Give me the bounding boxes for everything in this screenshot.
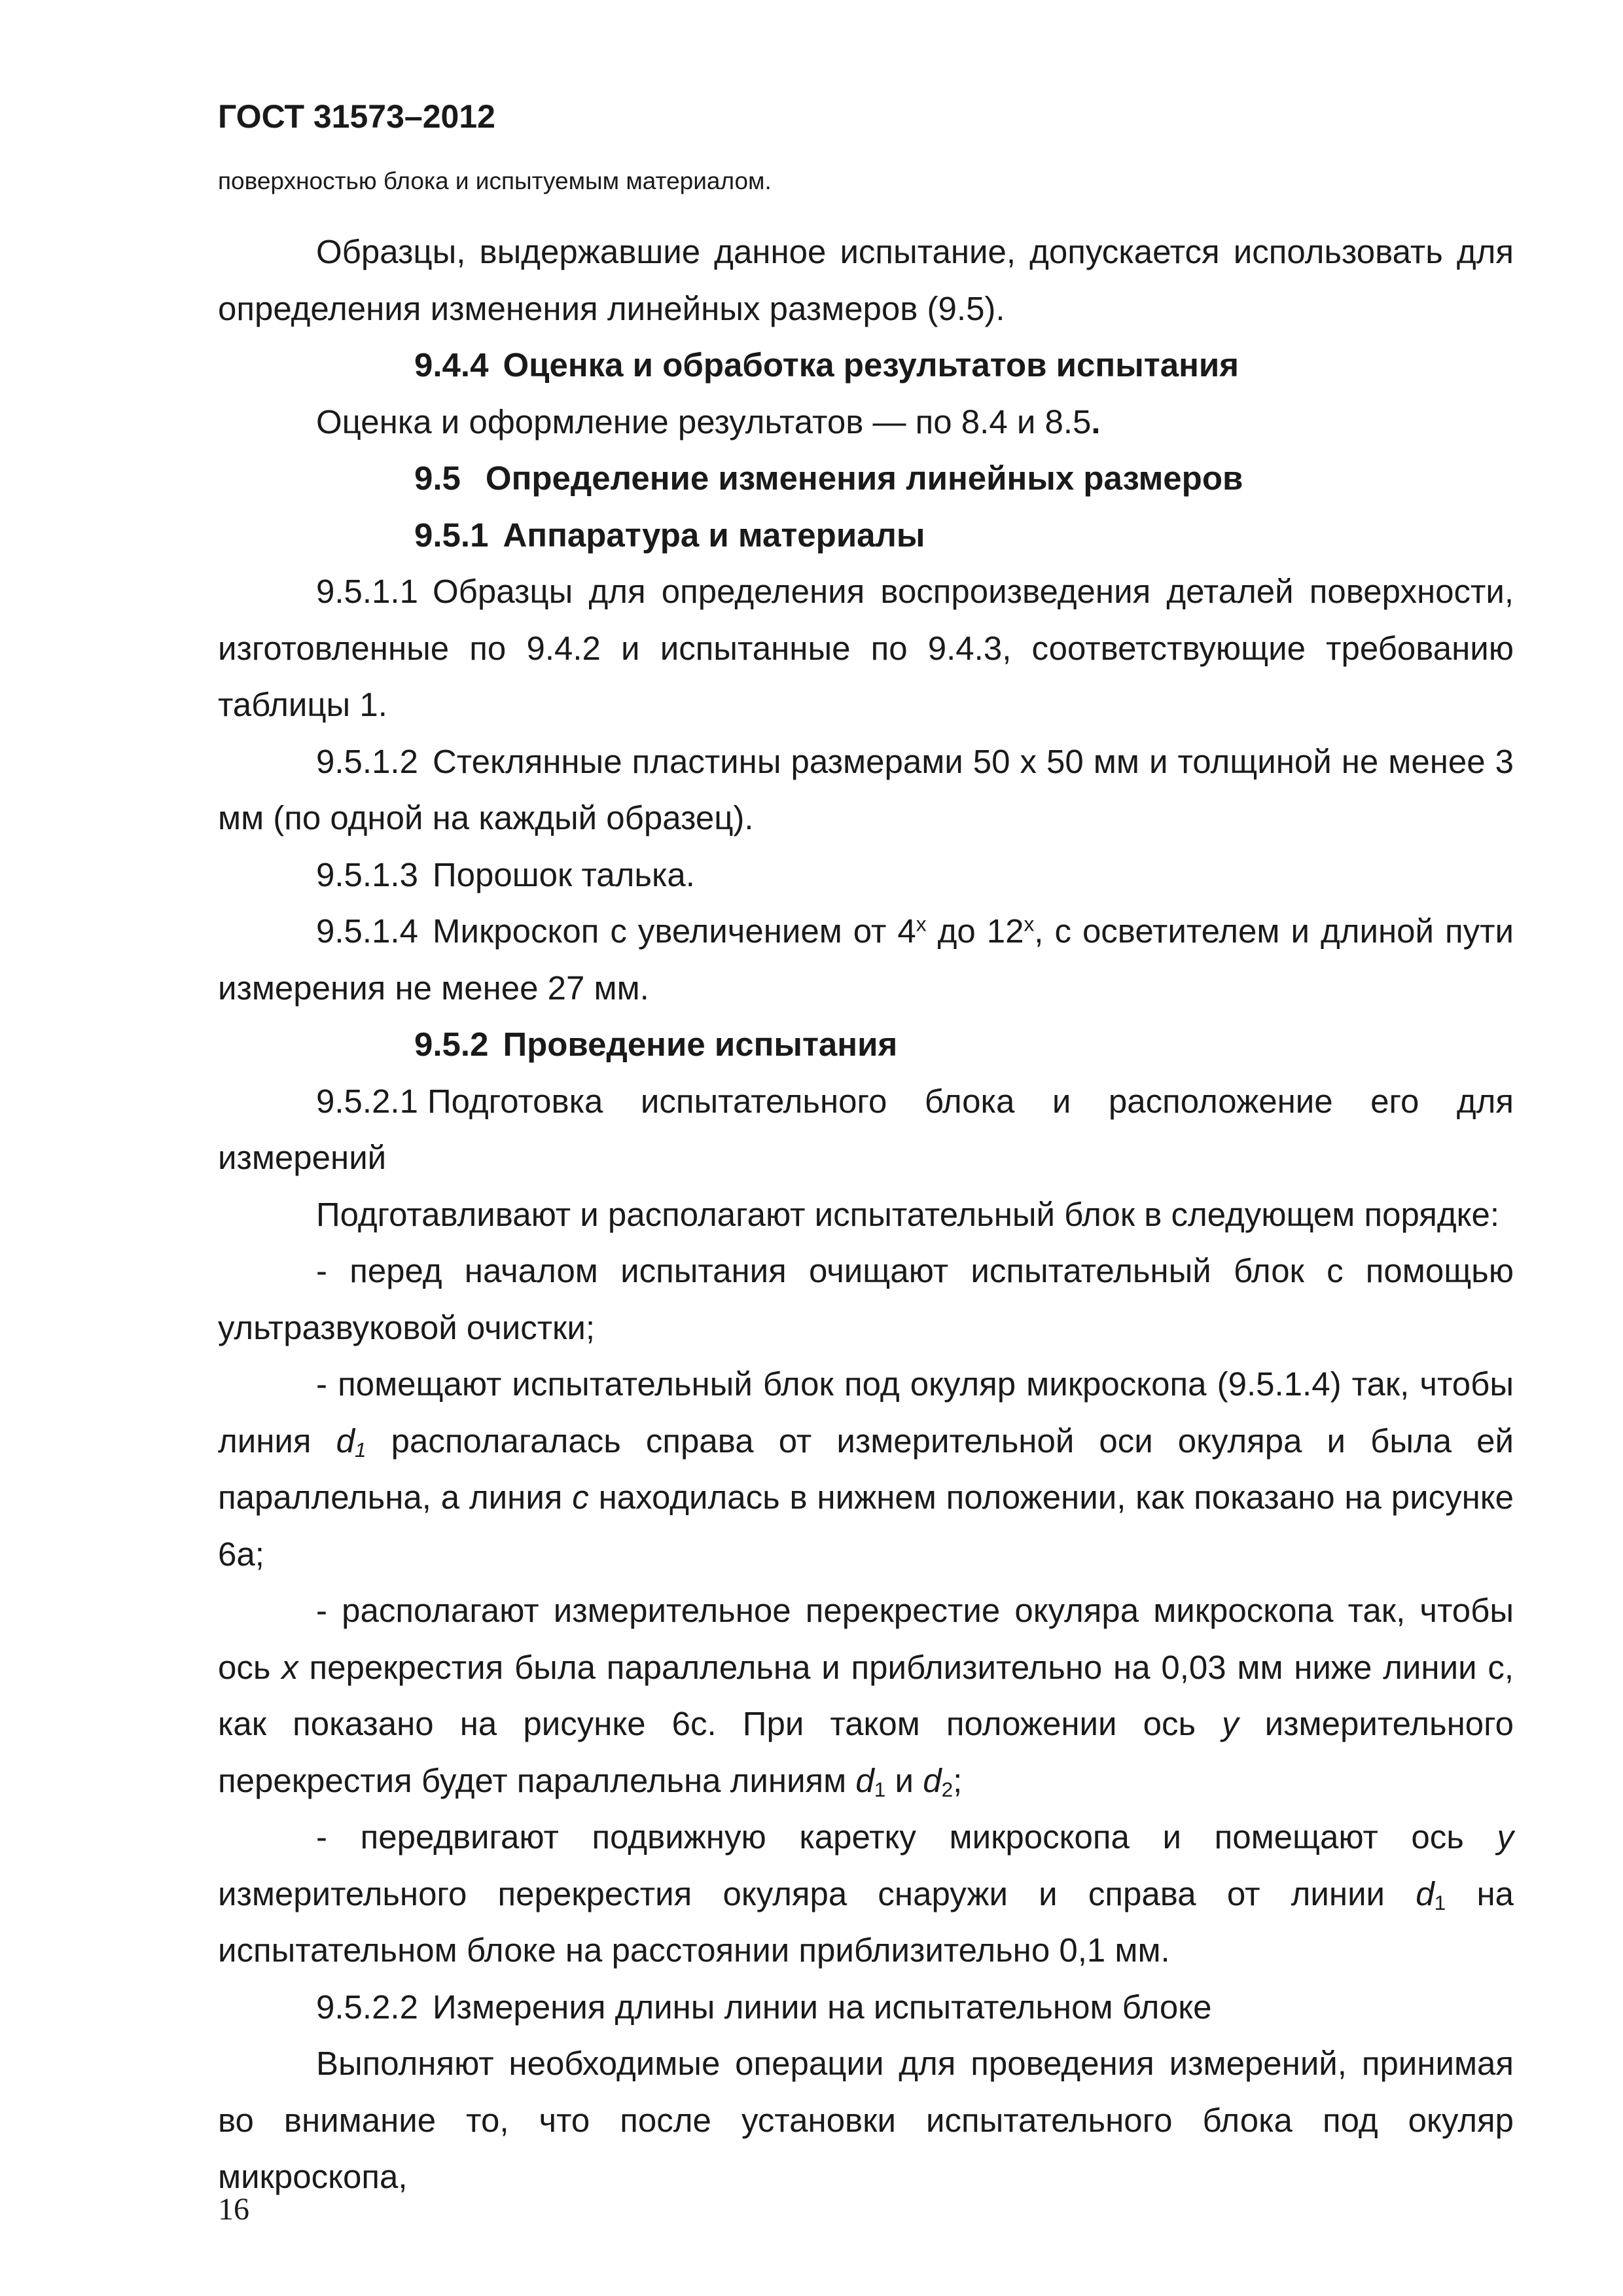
section-title: Определение изменения линейных размеров: [485, 459, 1243, 497]
list-item-text: - помещают испытательный блок под окуляр микроскопа (9.5.1.4) так, чтобы линия: [218, 1365, 1514, 1460]
list-item-position-crosshair: [218, 1583, 1514, 1809]
superscript-magnification: x: [1024, 912, 1035, 936]
variable-y: y: [1497, 1818, 1514, 1856]
clause-number: 9.5.2.2: [316, 1988, 418, 2026]
variable-d1: [855, 1762, 874, 1799]
section-heading-9-4-4: [218, 337, 1514, 394]
clause-text: Измерения длины линии на испытательном блоке: [432, 1988, 1212, 2026]
list-item-text: измерительного перекрестия окуляра снаружи и справа от линии: [218, 1874, 1416, 1912]
section-number: 9.5.2: [414, 1026, 489, 1063]
page-number: 16: [218, 2192, 249, 2227]
paragraph-text: Оценка и оформление результатов — по 8.4 и 8.5: [316, 403, 1092, 440]
variable-subscript: 1: [874, 1777, 886, 1801]
section-title: Проведение испытания: [503, 1026, 898, 1063]
clause-9-5-1-4: [218, 903, 1514, 1016]
variable-d2: [923, 1762, 941, 1799]
paragraph-samples-reuse: Образцы, выдержавшие данное испытание, допускается использовать для определения изменения линейных размеров (9.5).: [218, 233, 1514, 327]
document-body: [218, 224, 1514, 2206]
clause-text: , с осветителем и длиной пути измерения не менее 27 мм.: [218, 912, 1514, 1007]
variable-subscript: 2: [941, 1777, 954, 1801]
list-item-text: - передвигают подвижную каретку микроскопа и помещают ось: [316, 1818, 1497, 1856]
list-item-move-carriage: [218, 1809, 1514, 1979]
list-item-text: ;: [953, 1761, 963, 1799]
list-item-text: располагалась справа от измерительной оси окуляра и была ей параллельна, а линия: [218, 1422, 1514, 1516]
paragraph-results-evaluation: [218, 394, 1514, 451]
clause-9-5-1-2: [218, 734, 1514, 847]
clause-text: Подготовка испытательного блока и расположение его для измерений: [218, 1082, 1514, 1176]
variable-y: y: [1222, 1705, 1239, 1742]
list-item-text: на испытательном блоке на расстоянии приблизительно 0,1 мм.: [218, 1874, 1514, 1969]
section-number: 9.5: [414, 459, 461, 497]
section-title: Аппаратура и материалы: [503, 516, 925, 554]
clause-text: Микроскоп с увеличением от 4: [432, 912, 916, 950]
variable-letter: d: [336, 1422, 355, 1460]
clause-text: Образцы для определения воспроизведения деталей поверхности, изготовленные по 9.4.2 и испытанные по 9.4.3, соответствующие требованию таблицы 1.: [218, 573, 1514, 723]
section-heading-9-5-2: [218, 1016, 1514, 1073]
clause-9-5-1-3: [218, 847, 1514, 904]
list-item-position-block: [218, 1356, 1514, 1583]
clause-9-5-1-1: [218, 564, 1514, 734]
clause-9-5-2-2: [218, 1979, 1514, 2036]
section-number: 9.5.1: [414, 516, 489, 554]
clause-text: Стеклянные пластины размерами 50 х 50 мм и толщиной не менее 3 мм (по одной на каждый образец).: [218, 742, 1514, 836]
variable-letter: d: [1416, 1874, 1435, 1912]
list-item-text: и: [885, 1761, 923, 1799]
continued-text: поверхностью блока и испытуемым материалом.: [218, 168, 772, 194]
section-title: Оценка и обработка результатов испытания: [503, 346, 1240, 384]
variable-d1: [1416, 1875, 1434, 1912]
section-number: 9.4.4: [414, 346, 489, 384]
document-title: ГОСТ 31573–2012: [218, 98, 495, 135]
clause-text: до 12: [926, 912, 1024, 950]
clause-number: 9.5.1.3: [316, 855, 418, 893]
superscript-magnification: x: [916, 912, 927, 936]
clause-number: 9.5.2.1: [316, 1082, 418, 1120]
section-heading-9-5-1: [218, 507, 1514, 564]
variable-letter: d: [855, 1761, 874, 1799]
list-item-text: измерительного перекрестия будет параллельна линиям: [218, 1705, 1514, 1799]
variable-subscript: 1: [1434, 1890, 1446, 1914]
section-heading-9-5: [218, 450, 1514, 507]
clause-number: 9.5.1.4: [316, 912, 418, 950]
paragraph-measurement-operations: Выполняют необходимые операции для проведения измерений, принимая во внимание то, что после установки испытательного блока под окуляр микроскопа,: [218, 2045, 1514, 2195]
list-item-text: - располагают измерительное перекрестие окуляра микроскопа так, чтобы ось: [218, 1592, 1514, 1686]
variable-c: c: [572, 1479, 589, 1516]
paragraph-preparation-order: Подготавливают и располагают испытательный блок в следующем порядке:: [316, 1195, 1500, 1233]
variable-subscript: 1: [354, 1437, 366, 1462]
variable-x: x: [281, 1648, 298, 1686]
list-item-ultrasonic-cleaning: - перед началом испытания очищают испытательный блок с помощью ультразвуковой очистки;: [218, 1252, 1514, 1346]
paragraph-end-dot: .: [1091, 403, 1101, 440]
clause-number: 9.5.1.2: [316, 742, 418, 780]
list-item-text: перекрестия была параллельна и приблизительно на 0,03 мм ниже линии с, как показано на рисунке 6с. При таком положении ось: [218, 1648, 1514, 1742]
variable-d: [336, 1422, 366, 1460]
list-item-text: находилась в нижнем положении, как показано на рисунке 6а;: [218, 1479, 1514, 1573]
clause-number: 9.5.1.1: [316, 573, 418, 610]
variable-letter: d: [923, 1761, 942, 1799]
clause-text: Порошок талька.: [432, 855, 695, 893]
clause-9-5-2-1: [218, 1073, 1514, 1187]
